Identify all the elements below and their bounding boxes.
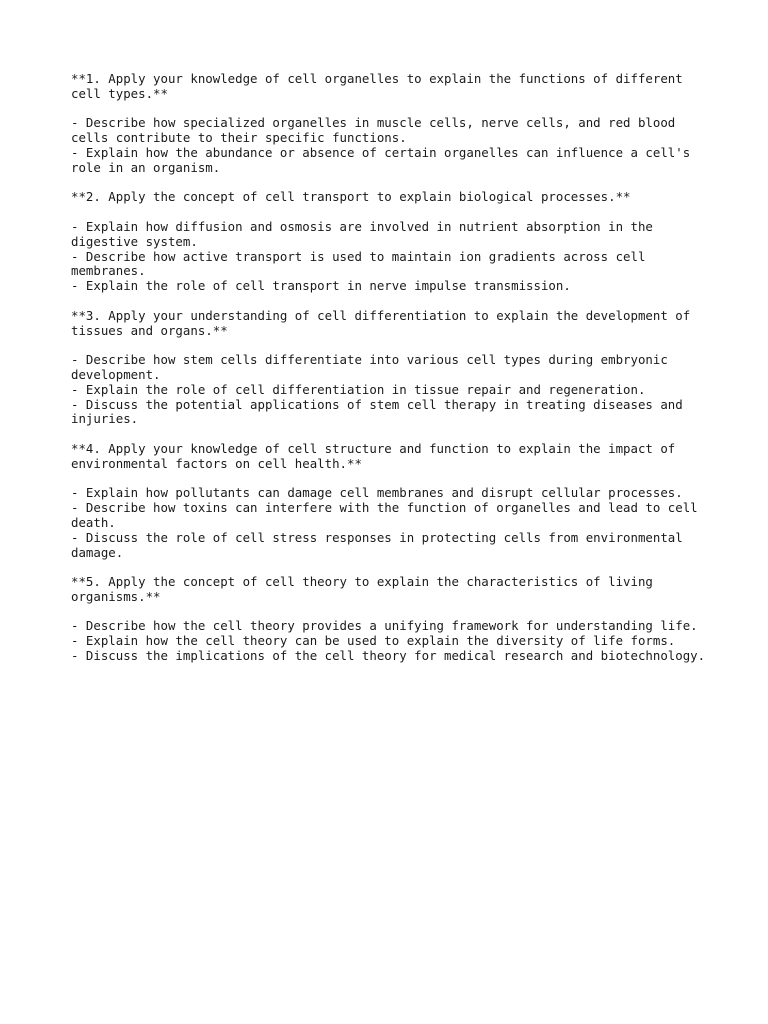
document-page: [71, 72, 711, 679]
bullet-list: [71, 486, 711, 560]
section-4: [71, 442, 711, 560]
section-5: [71, 575, 711, 664]
bullet-item: - Discuss the potential applications of stem cell therapy in treating diseases and injuries.: [71, 396, 683, 427]
section-heading: **3. Apply your understanding of cell differentiation to explain the development of tissues and organs.**: [71, 307, 691, 338]
section-3: [71, 309, 711, 427]
bullet-item: - Describe how stem cells differentiate into various cell types during embryonic development.: [71, 352, 668, 382]
bullet-item: - Describe how specialized organelles in muscle cells, nerve cells, and red blood cells contribute to their specific functions.: [71, 115, 676, 146]
bullet-item: - Explain how the abundance or absence of certain organelles can influence a cell's role in an organism.: [71, 144, 691, 175]
bullet-item: - Describe how toxins can interfere with the function of organelles and lead to cell death.: [71, 500, 698, 530]
bullet-list: [71, 353, 711, 427]
bullet-item: - Explain how diffusion and osmosis are involved in nutrient absorption in the digestive system.: [71, 218, 653, 249]
bullet-item: - Describe how the cell theory provides a unifying framework for understanding life.: [71, 618, 698, 634]
section-heading: **1. Apply your knowledge of cell organelles to explain the functions of different cell types.**: [71, 71, 683, 101]
bullet-item: - Discuss the implications of the cell theory for medical research and biotechnology.: [71, 648, 706, 664]
section-heading: **2. Apply the concept of cell transport to explain biological processes.**: [71, 189, 631, 205]
bullet-item: - Explain the role of cell transport in nerve impulse transmission.: [71, 278, 571, 294]
bullet-item: - Explain the role of cell differentiation in tissue repair and regeneration.: [71, 381, 646, 397]
bullet-list: [71, 116, 711, 175]
bullet-list: [71, 220, 711, 294]
bullet-item: - Discuss the role of cell stress responses in protecting cells from environmental damage.: [71, 529, 683, 560]
section-2: [71, 190, 711, 294]
section-heading: **4. Apply your knowledge of cell structure and function to explain the impact of environmental factors on cell health.**: [71, 440, 676, 471]
section-1: [71, 72, 711, 176]
bullet-list: [71, 619, 711, 663]
bullet-item: - Explain how pollutants can damage cell membranes and disrupt cellular processes.: [71, 485, 683, 501]
section-heading: **5. Apply the concept of cell theory to explain the characteristics of living organisms.**: [71, 574, 653, 604]
bullet-item: - Describe how active transport is used to maintain ion gradients across cell membranes.: [71, 248, 646, 279]
bullet-item: - Explain how the cell theory can be used to explain the diversity of life forms.: [71, 633, 676, 649]
